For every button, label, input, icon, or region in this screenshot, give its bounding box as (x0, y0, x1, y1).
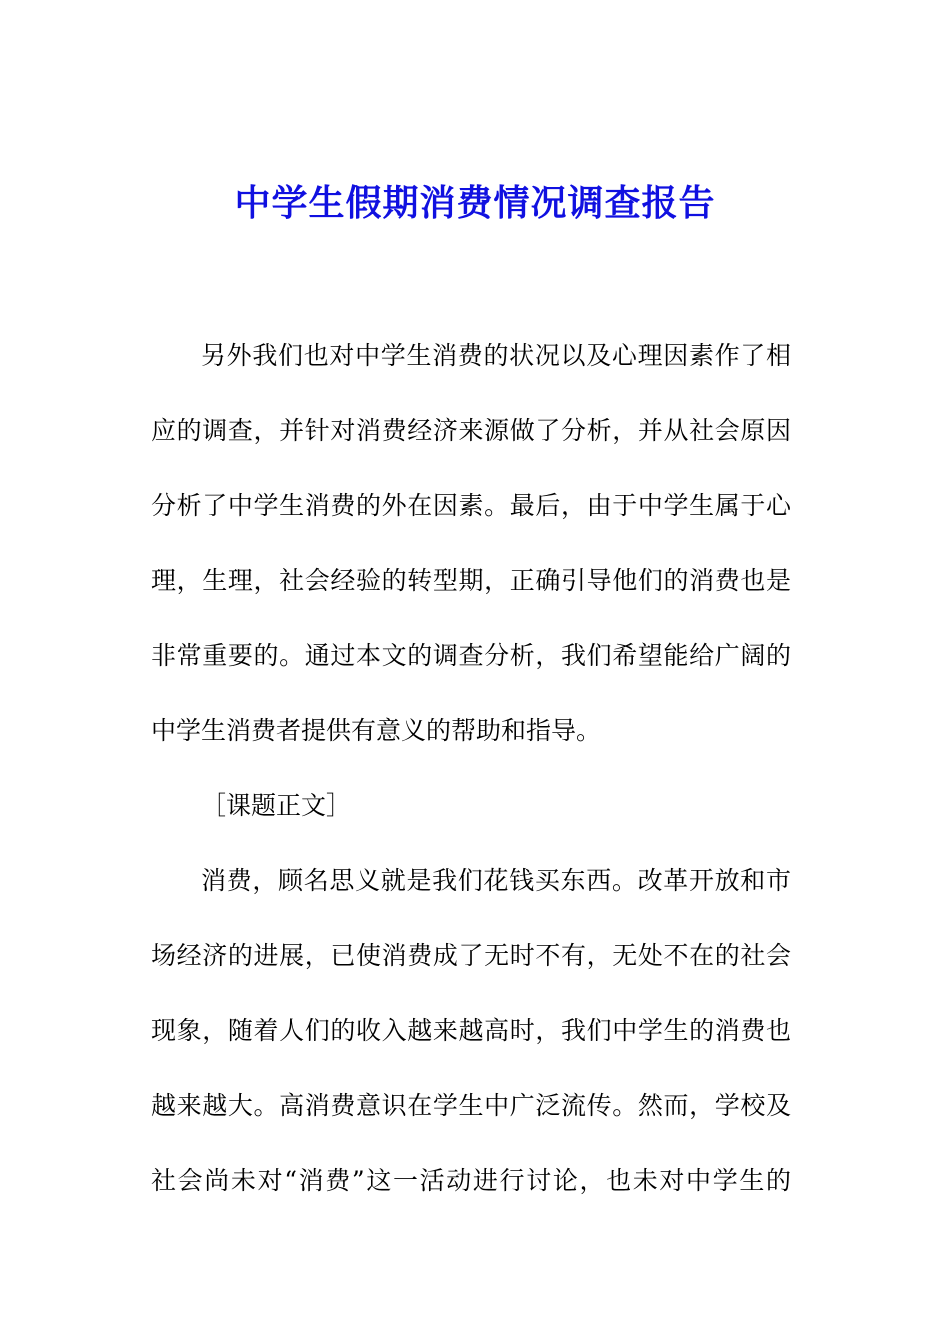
paragraph-1-line: 理，生理，社会经验的转型期，正确引导他们的消费也是 (151, 566, 791, 595)
document-body (151, 336, 791, 1236)
document-title: 中学生假期消费情况调查报告 (234, 182, 716, 224)
paragraph-2-line: 越来越大。高消费意识在学生中广泛流传。然而，学校及 (151, 1091, 791, 1120)
paragraph-2-line: 社会尚未对“消费”这一活动进行讨论，也未对中学生的 (151, 1166, 791, 1195)
paragraph-2-line: 场经济的进展，已使消费成了无时不有，无处不在的社会 (151, 941, 791, 970)
paragraph-1-line: 非常重要的。通过本文的调查分析，我们希望能给广阔的 (151, 641, 791, 670)
paragraph-1-line: 中学生消费者提供有意义的帮助和指导。 (151, 716, 602, 745)
paragraph-2-line: 消费，顾名思义就是我们花钱买东西。改革开放和市 (201, 866, 791, 895)
paragraph-1-line: 应的调查，并针对消费经济来源做了分析，并从社会原因 (151, 416, 791, 445)
paragraph-1-line: 分析了中学生消费的外在因素。最后，由于中学生属于心 (151, 491, 791, 520)
paragraph-1-line: 另外我们也对中学生消费的状况以及心理因素作了相 (201, 341, 791, 370)
paragraph-2-line: 现象，随着人们的收入越来越高时，我们中学生的消费也 (151, 1016, 791, 1045)
section-heading: ［课题正文］ (201, 791, 352, 820)
